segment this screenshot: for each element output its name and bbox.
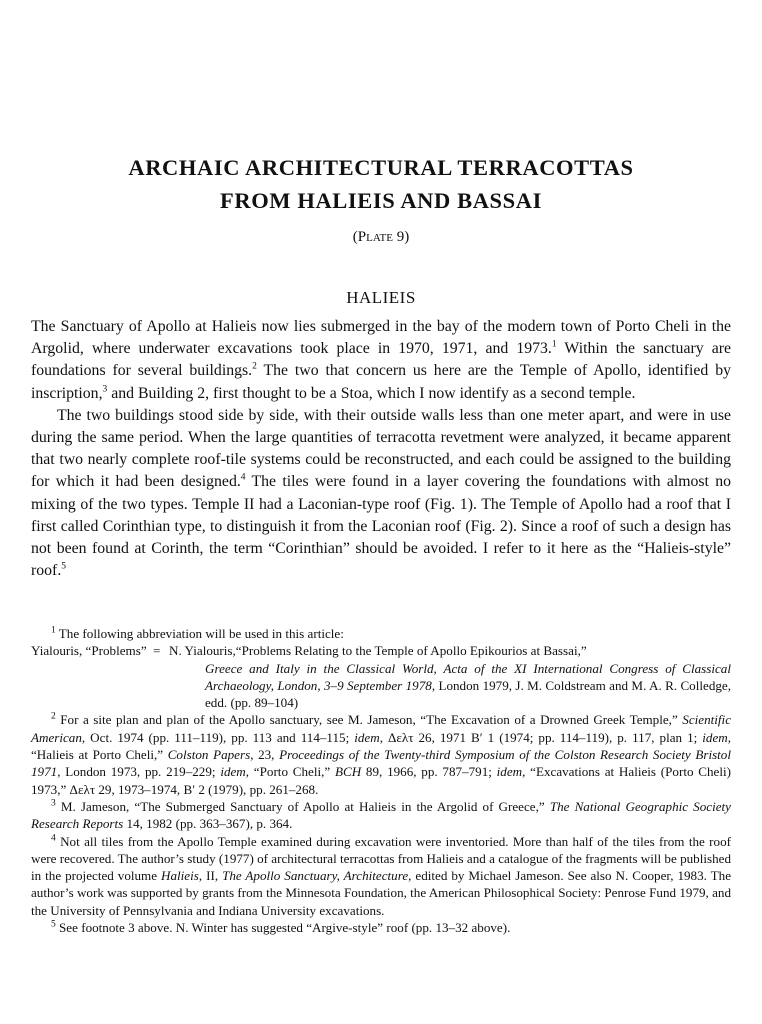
text-run: M. Jameson, “The Submerged Sanctuary of Apollo at Halieis in the Argolid of Greece,” [55, 798, 550, 814]
text-run: The Sanctuary of Apollo at Halieis now lies submerged in the bay of the modern town of Porto Cheli in the Argolid, where underwater excavations took place in 1970, 1971, and 1973. [31, 318, 731, 358]
text-run: Colston Papers [167, 747, 251, 763]
footnote-marker: 1 [551, 339, 557, 350]
text-run: 14, 1982 (pp. 363–367), p. 364. [123, 816, 293, 832]
text-run: idem [220, 764, 246, 780]
text-run: , II, [198, 868, 223, 884]
footnote-3 [31, 798, 731, 833]
text-run: , 23, [250, 747, 280, 763]
text-run: , “Porto Cheli,” [245, 764, 335, 780]
abbreviation-equals: = [153, 643, 161, 659]
abbreviation-definition [169, 642, 731, 711]
text-run: , Δελτ 26, 1971 B′ 1 (1974; pp. 114–119), p. 117, plan 1; [379, 729, 703, 745]
text-run: , “Excavations at Halieis (Porto Cheli) 1973,” Δελτ 29, 1973–1974, B′ 2 (1979), pp. 261–268. [31, 764, 732, 797]
definition-continuation [169, 660, 731, 712]
text-run: The two that concern us here are the Temple of Apollo, identified by inscription, [31, 362, 732, 402]
footnote-number: 2 [51, 712, 56, 723]
text-run: The following abbreviation will be used in this article: [55, 626, 344, 641]
text-run: 89, 1966, pp. 787–791; [361, 764, 497, 780]
article-title-line-1: ARCHAIC ARCHITECTURAL TERRACOTTAS [128, 155, 634, 180]
footnote-marker: 3 [102, 384, 108, 395]
text-run: , edited by Michael Jameson. See also N. Cooper, 1983. The author’s work was supported by grants from the Minnesota Foundation, the American Philosophical Society: Penrose Fund 1979, and the University of Pennsylvania and Indiana University excavations. [31, 868, 732, 918]
text-run: The tiles were found in a layer covering the foundations with almost no mixing of the two types. Temple II had a Laconian-type roof (Fig. 1). The Temple of Apollo had a roof that I first called Corinthian type, to distinguish it from the Laconian roof (Fig. 2). Since a roof of such a design has not been found at Corinth, the term “Corinthian” should be avoided. I refer to it here as the “Halieis-style” roof. [31, 473, 731, 580]
text-run: idem [702, 729, 728, 745]
text-run: Within the sanctuary are foundations for several buildings. [31, 340, 731, 380]
footnote-marker: 2 [252, 362, 257, 373]
footnote-5 [31, 919, 731, 936]
text-run: The Apollo Sanctuary, Architecture [222, 868, 409, 884]
text-run: Scientific American [31, 712, 731, 745]
text-run: The National Geographic Society Research Reports [31, 798, 731, 832]
text-run: Halieis [161, 868, 199, 884]
footnote-4 [31, 833, 731, 919]
text-run: idem [496, 764, 523, 780]
text-run: Proceedings of the Twenty-third Symposium of the Colston Research Society Bristol 1971 [31, 747, 731, 780]
paragraph-1 [31, 316, 731, 405]
footnote-number: 4 [51, 833, 56, 844]
plate-label: (Plate 9) [352, 229, 410, 245]
text-run: The two buildings stood side by side, with their outside walls less than one meter apart, and were in use during the same period. When the large quantities of terracotta revetment were analyzed, it became apparent that two nearly complete roof-tile systems could be reconstructed, and each could be assigned to the building for which it had been designed. [31, 406, 731, 491]
text-run: See footnote 3 above. N. Winter has suggested “Argive-style” roof (pp. 13–32 above). [55, 920, 511, 936]
footnote-number: 3 [51, 798, 56, 809]
text-run: Not all tiles from the Apollo Temple examined during excavation were inventoried. More than half of the tiles from the roof were recovered. The author’s study (1977) of architectural terracottas from Halieis and a catalogue of the fragments will be published in the projected volume [31, 833, 731, 884]
text-run: , Oct. 1974 (pp. 111–119), pp. 113 and 114–115; [81, 729, 355, 745]
text-run: , London 1973, pp. 219–229; [57, 764, 221, 780]
text-run: , “Halieis at Porto Cheli,” [31, 729, 731, 763]
section-heading: HALIEIS [346, 288, 416, 307]
footnote-1 [31, 625, 731, 642]
abbreviation-entry [31, 642, 731, 711]
text-run: For a site plan and plan of the Apollo sanctuary, see M. Jameson, “The Excavation of a Drowned Greek Temple,” [55, 712, 683, 728]
text-run: BCH [334, 764, 362, 780]
footnote-number: 1 [51, 625, 56, 636]
text-run: idem [354, 729, 380, 745]
plate-reference [31, 229, 731, 246]
text-run: , London 1979, J. M. Coldstream and M. A. R. Colledge, edd. (pp. 89–104) [205, 677, 731, 711]
text-run: N. Yialouris,“Problems Relating to the Temple of Apollo Epikourios at Bassai,” [169, 643, 587, 659]
abbreviation-term: Yialouris, “Problems” [31, 643, 147, 659]
paragraph-2 [31, 405, 731, 583]
footnote-marker: 5 [61, 561, 67, 572]
article-title-line-2: FROM HALIEIS AND BASSAI [220, 188, 542, 213]
footnotes [31, 625, 731, 936]
footnote-marker: 4 [240, 473, 246, 484]
footnote-2 [31, 711, 731, 797]
text-run: and Building 2, first thought to be a Stoa, which I now identify as a second temple. [107, 384, 636, 402]
footnote-number: 5 [51, 919, 56, 930]
text-run: Greece and Italy in the Classical World, Acta of the XI International Congress of Classical Archaeology, London, 3–9 September 1978 [205, 660, 731, 693]
body-text [31, 316, 731, 582]
